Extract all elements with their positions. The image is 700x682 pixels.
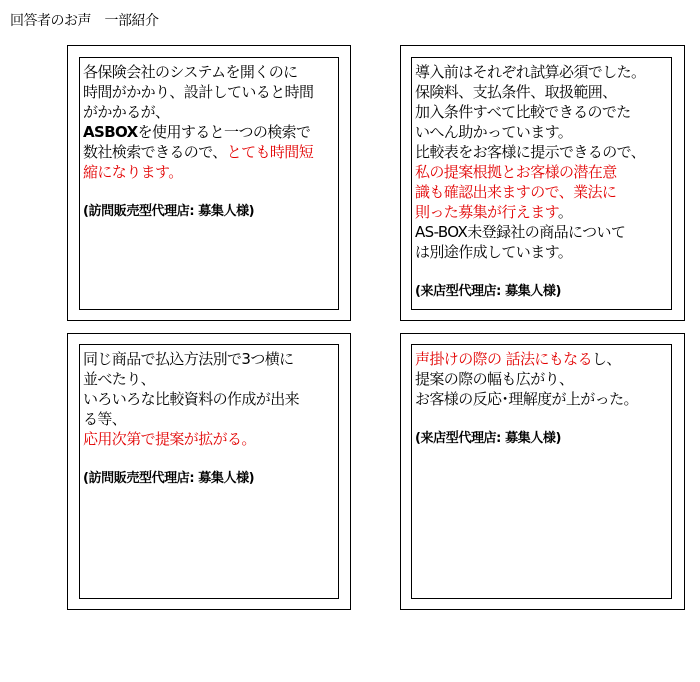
card-1-highlight-a: とても時間短 bbox=[226, 143, 314, 161]
card-3-line-2: 並べたり、 bbox=[83, 370, 156, 388]
card-4-spacer bbox=[415, 409, 668, 429]
card-4-line-1 bbox=[415, 349, 668, 369]
card-1-line-4-rest: を使用すると一つの検索で bbox=[137, 123, 311, 141]
card-1-line-5 bbox=[83, 142, 335, 162]
card-1-line-1: 各保険会社のシステムを開くのに bbox=[83, 63, 298, 81]
page-title: 回答者のお声 一部紹介 bbox=[10, 13, 159, 29]
card-2-line-3: 加入条件すべて比較できるのでた bbox=[415, 103, 631, 121]
card-2-line-9: AS-BOX未登録社の商品について bbox=[415, 223, 626, 241]
card-1-spacer bbox=[83, 182, 335, 202]
card-2-highlight-a: 私の提案根拠とお客様の潜在意 bbox=[415, 163, 617, 181]
card-2-attribution: (来店型代理店: 募集人様) bbox=[415, 284, 562, 299]
card-2-spacer bbox=[415, 262, 668, 282]
card-3-line-1: 同じ商品で払込方法別で3つ横に bbox=[83, 350, 294, 368]
card-1-highlight-b: 縮になります。 bbox=[83, 163, 183, 181]
testimonial-card-3 bbox=[79, 344, 339, 599]
card-1-line-5-start: 数社検索できるので、 bbox=[83, 143, 227, 161]
card-2-line-5: 比較表をお客様に提示できるので、 bbox=[415, 143, 646, 161]
card-1-attribution: (訪問販売型代理店: 募集人様) bbox=[83, 204, 255, 219]
card-3-line-4: る等、 bbox=[83, 410, 127, 428]
card-4-line-1-end: し、 bbox=[591, 350, 621, 368]
card-3-line-3: いろいろな比較資料の作成が出来 bbox=[83, 390, 300, 408]
testimonial-card-4 bbox=[411, 344, 672, 599]
testimonial-card-2 bbox=[411, 57, 672, 310]
card-2-line-8 bbox=[415, 202, 668, 222]
card-3-highlight: 応用次第で提案が拡がる。 bbox=[83, 430, 256, 448]
card-2-line-4: いへん助かっています。 bbox=[415, 123, 573, 141]
card-2-highlight-c: 則った募集が行えます bbox=[415, 203, 558, 221]
card-1-line-4 bbox=[83, 122, 335, 142]
card-4-line-3: お客様の反応･理解度が上がった。 bbox=[415, 390, 638, 408]
card-4-line-2: 提案の際の幅も広がり、 bbox=[415, 370, 574, 388]
card-2-line-10: は別途作成しています。 bbox=[415, 243, 573, 261]
card-2-line-2: 保険料、支払条件、取扱範囲、 bbox=[415, 83, 617, 101]
card-4-attribution: (来店型代理店: 募集人様) bbox=[415, 431, 562, 446]
card-3-spacer bbox=[83, 449, 335, 469]
card-1-asbox: ASBOX bbox=[83, 123, 138, 141]
card-3-attribution: (訪問販売型代理店: 募集人様) bbox=[83, 471, 255, 486]
card-1-line-3: がかかるが、 bbox=[83, 103, 170, 121]
card-2-line-8-end: 。 bbox=[557, 203, 573, 221]
card-4-highlight: 声掛けの際の 話法にもなる bbox=[415, 350, 592, 368]
card-1-line-2: 時間がかかり、設計していると時間 bbox=[83, 83, 314, 101]
card-2-line-1: 導入前はそれぞれ試算必須でした。 bbox=[415, 63, 646, 81]
testimonial-card-1 bbox=[79, 57, 339, 310]
card-2-highlight-b: 識も確認出来ますので、業法に bbox=[415, 183, 617, 201]
